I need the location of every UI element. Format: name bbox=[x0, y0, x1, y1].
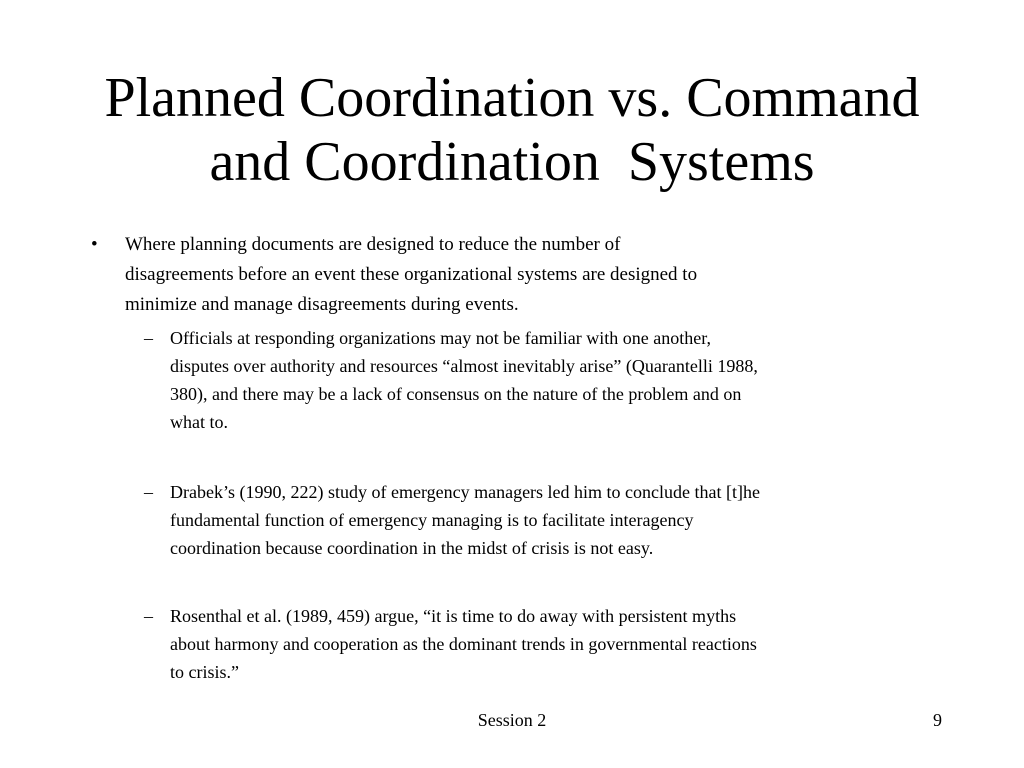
sub-bullet-1-line-4: what to. bbox=[170, 412, 228, 432]
footer-session-label: Session 2 bbox=[477, 710, 547, 730]
footer-page-number: 9 bbox=[933, 710, 942, 730]
main-bullet-line-3: minimize and manage disagreements during events. bbox=[125, 294, 519, 315]
main-bullet-line-1: Where planning documents are designed to reduce the number of bbox=[125, 234, 621, 255]
sub-bullet-1-text bbox=[170, 324, 940, 436]
main-bullet-line-2: disagreements before an event these organizational systems are designed to bbox=[125, 264, 698, 285]
main-bullet-text bbox=[125, 230, 915, 320]
sub-bullet-3-text bbox=[170, 602, 940, 686]
sub-bullet-1-line-2: disputes over authority and resources “almost inevitably arise” (Quarantelli 1988, bbox=[170, 356, 758, 376]
sub-bullet-marker: – bbox=[144, 328, 153, 348]
bullet-marker: • bbox=[91, 234, 98, 255]
sub-bullet-3-line-1: Rosenthal et al. (1989, 459) argue, “it is time to do away with persistent myths bbox=[170, 606, 737, 626]
sub-bullet-marker: – bbox=[144, 606, 153, 626]
sub-bullet-3-line-2: about harmony and cooperation as the dominant trends in governmental reactions bbox=[170, 634, 757, 654]
sub-bullet-1-line-3: 380), and there may be a lack of consensus on the nature of the problem and on bbox=[170, 384, 742, 404]
sub-bullet-2-line-1: Drabek’s (1990, 222) study of emergency managers led him to conclude that [t]he bbox=[170, 482, 760, 502]
sub-bullet-2-line-3: coordination because coordination in the midst of crisis is not easy. bbox=[170, 538, 654, 558]
sub-bullet-2-text bbox=[170, 478, 940, 562]
slide-title-line-2: and Coordination Systems bbox=[209, 131, 815, 193]
slide-title bbox=[40, 66, 984, 194]
sub-bullet-3-line-3: to crisis.” bbox=[170, 662, 239, 682]
sub-bullet-2-line-2: fundamental function of emergency managing is to facilitate interagency bbox=[170, 510, 694, 530]
sub-bullet-1-line-1: Officials at responding organizations may not be familiar with one another, bbox=[170, 328, 711, 348]
slide-title-line-1: Planned Coordination vs. Command bbox=[104, 67, 920, 129]
sub-bullet-marker: – bbox=[144, 482, 153, 502]
